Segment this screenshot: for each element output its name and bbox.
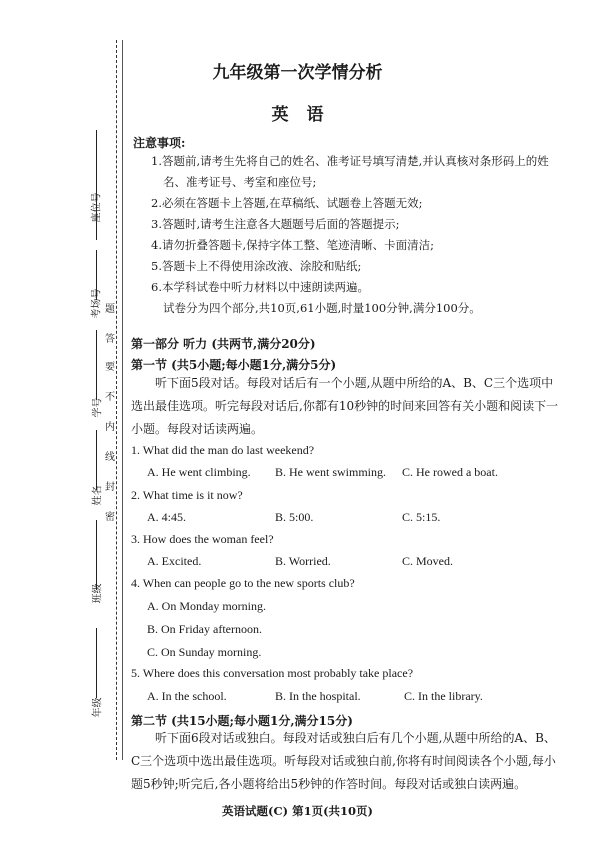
class-field-line[interactable] <box>96 520 97 590</box>
q2-option-b[interactable]: B. 5:00. <box>275 510 314 524</box>
q5-option-b[interactable]: B. In the hospital. <box>275 689 361 703</box>
q3-option-b[interactable]: B. Worried. <box>275 554 331 568</box>
q4-option-c[interactable]: C. On Sunday morning. <box>147 645 262 659</box>
margin-label-room: 考场号 <box>91 288 103 319</box>
q3-option-c[interactable]: C. Moved. <box>402 554 453 568</box>
q1-option-a[interactable]: A. He went climbing. <box>147 465 251 479</box>
question-5: 5. Where does this conversation most probably take place? <box>131 666 414 680</box>
notice-item-1: 1.答题前,请考生先将自己的姓名、准考证号填写清楚,并认真核对条形码上的姓 <box>151 154 549 168</box>
question-3: 3. How does the woman feel? <box>131 532 274 546</box>
question-1: 1. What did the man do last weekend? <box>131 443 315 457</box>
name-field-line[interactable] <box>96 430 97 490</box>
exam-title: 九年级第一次学情分析 <box>212 63 383 83</box>
q2-option-c[interactable]: C. 5:15. <box>402 510 441 524</box>
seal-char: 线 <box>104 448 116 463</box>
notice-summary: 试卷分为四个部分,共10页,61小题,时量100分钟,满分100分。 <box>163 301 481 315</box>
grade-field-line[interactable] <box>96 628 97 698</box>
section2-instructions: 听下面6段对话或独白。每段对话或独白后有几个小题,从题中所给的A、B、C三个选项中选出最佳选项。听每段对话或独白前,你将有时间阅读各个小题,每小题5秒钟;听完后,各小题将给出5秒钟的作答时间。每段对话或独白读两遍。 <box>131 731 556 791</box>
q4-option-a[interactable]: A. On Monday morning. <box>147 599 266 613</box>
notice-item-3: 3.答题时,请考生注意各大题题号后面的答题提示; <box>151 217 400 231</box>
q1-option-c[interactable]: C. He rowed a boat. <box>402 465 498 479</box>
seal-char: 要 <box>104 358 116 373</box>
binding-solid-line <box>122 40 123 760</box>
seal-char: 内 <box>104 418 116 433</box>
seat-field-line[interactable] <box>96 130 97 240</box>
margin-label-grade: 年级 <box>92 697 104 718</box>
q5-option-c[interactable]: C. In the library. <box>404 689 483 703</box>
q1-option-b[interactable]: B. He went swimming. <box>275 465 386 479</box>
q2-option-a[interactable]: A. 4:45. <box>147 510 186 524</box>
section2-heading: 第二节 (共15小题;每小题1分,满分15分) <box>131 714 353 728</box>
margin-label-class: 班级 <box>92 583 104 604</box>
notice-heading: 注意事项: <box>133 136 186 150</box>
notice-item-1-cont: 名、准考证号、考室和座位号; <box>163 175 317 189</box>
exam-subject: 英语 <box>271 105 342 125</box>
section1-heading: 第一节 (共5小题;每小题1分,满分5分) <box>131 358 337 372</box>
seal-char: 封 <box>104 478 116 493</box>
notice-item-2: 2.必须在答题卡上答题,在草稿纸、试题卷上答题无效; <box>151 196 423 210</box>
notice-item-6: 6.本学科试卷中听力材料以中速朗读两遍。 <box>151 280 369 294</box>
section1-instructions: 听下面5段对话。每段对话后有一个小题,从题中所给的A、B、C三个选项中选出最佳选项。听完每段对话后,你都有10秒钟的时间来回答有关小题和阅读下一小题。每段对话读两遍。 <box>131 376 559 436</box>
q3-option-a[interactable]: A. Excited. <box>147 554 202 568</box>
margin-label-student-no: 学号 <box>92 397 104 418</box>
notice-item-5: 5.答题卡上不得使用涂改液、涂胶和贴纸; <box>151 259 362 273</box>
q5-option-a[interactable]: A. In the school. <box>147 689 227 703</box>
room-field-line[interactable] <box>96 250 97 300</box>
notice-item-4: 4.请勿折叠答题卡,保持字体工整、笔迹清晰、卡面清洁; <box>151 238 434 252</box>
page-footer: 英语试题(C) 第1页(共10页) <box>222 804 373 818</box>
seal-char: 不 <box>104 388 116 403</box>
margin-label-seat: 座位号 <box>91 192 103 223</box>
student-no-field-line[interactable] <box>96 330 97 400</box>
question-2: 2. What time is it now? <box>131 488 243 502</box>
question-4: 4. When can people go to the new sports club? <box>131 576 355 590</box>
margin-label-name: 姓名 <box>92 485 104 506</box>
seal-char: 题 <box>104 300 116 315</box>
seal-char: 密 <box>104 508 116 523</box>
binding-dashed-line <box>116 40 117 760</box>
q4-option-b[interactable]: B. On Friday afternoon. <box>147 622 262 636</box>
part1-heading: 第一部分 听力 (共两节,满分20分) <box>131 337 316 351</box>
seal-char: 答 <box>104 330 116 345</box>
